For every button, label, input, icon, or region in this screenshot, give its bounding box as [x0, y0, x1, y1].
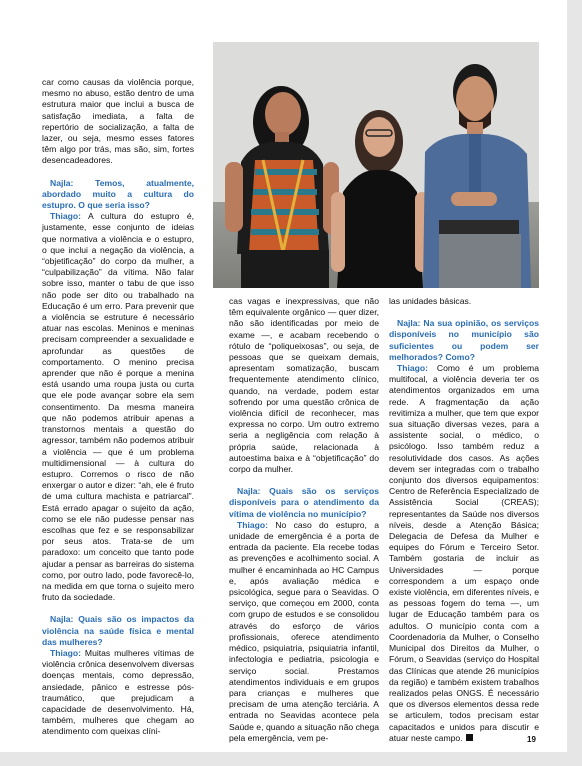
answer-text: Como é um problema multifocal, a violência deveria ter os atendimentos organizados em uma rede. A fragmentação da ação revitimiza a mulher, que tem que expor sua situação diversas vezes, para a assistente social, o médico, o psicólogo. Isso também reduz a resolutividade dos casos. As ações devem ser integradas com o trabalho conjunto dos diversos equipamentos: Centro de Referência Especializado de Assistência Social (CREAS); representantes da Saúde nos diversos níveis, desde a Atenção Básica; Delegacia de Defesa da Mulher e equipes do Fórum e Terceiro Setor. Também gostaria de incluir as Universidades — porque correspondem a um espaço onde existe violência, em diferentes níveis, e as pessoas fogem do tema —, um lugar de Educação também para os adultos. O município conta com a Coordenadoria da Mulher, o Conselho Municipal dos Direitos da Mulher, o Fórum, o Seavidas (serviço do Hospital das Clínicas que atende 26 municípios da região) e também existem trabalhos realizados pelas ONGS. É necessário que os diversos elementos dessa rede se articulem, todos precisam estar capacitados e unidos para discutir e atuar neste campo.	[389, 363, 539, 743]
question-heading: Najla: Quais são os impactos da violência na saúde física e mental das mulheres?	[42, 614, 194, 647]
paragraph-continuation: car como causas da violência porque, mesmo no abuso, estão dentro de uma estrutura maior que inclui a busca de satisfação imediata, a falta de repertório de socialização, a falta de lazer, ou seja, mesmo esses fatores têm algo por trás, mas são, sim, fortes desencadeadores.	[42, 77, 194, 166]
paragraph-continuation: las unidades básicas.	[389, 296, 472, 306]
answer-text: Muitas mulheres vítimas de violência crônica desenvolvem diversas doenças mentais, como depressão, ansiedade, pânico e estresse pós-traumático, que prejudicam a capacidade de desenvolvimento. Há, também, mulheres que chegam ao atendimento com queixas clíni-	[42, 647, 194, 737]
speaker-name: Thiago:	[397, 363, 429, 374]
answer-text: A cultura do estupro é, justamente, esse conjunto de ideias que normativa a violência e o estupro, o que inclui a negação da violência, a “objetificação” do corpo da mulher, a “culpabilização” da vítima. Não falar sobre isso, manter o tabu de que isso não pode ser dito ou trabalhado na Educação é um erro. Para prevenir que a violência se estruture é necessário atuar nas escolas. Meninos e meninas precisam compreender a sexualidade e aprofundar as questões de comportamento. O menino precisa aprender que não é porque a menina está usando uma roupa justa ou curta que ele pode avançar sobre ela sem consentimento. Da mesma maneira que não podemos atribuir apenas a transtornos mentais a questão do agressor, também não podemos atribuir a violência — que é um problema multidimensional — à cultura do estupro. Corremos o risco de não enxergar o autor e dizer: “ah, ele é fruto de uma cultura machista e patriarcal”. Está errado apagar o sujeito da ação, como se ele não pudesse pensar nas escolhas que fez e se responsabilizar por seus atos. Trata-se de um paradoxo: um conceito que tanto pode ajudar a pensar as barreiras do sistema como, por outro lado, pode favorecê-lo, na medida em que torna o sujeito mero fruto da sociedade.	[42, 211, 194, 603]
speaker-name: Thiago:	[237, 519, 269, 530]
page-edge-right	[567, 0, 582, 766]
photo-people-illustration	[213, 42, 539, 288]
question-heading: Najla: Na sua opinião, os serviços disponíveis no município são suficientes ou podem ser melhorados? Como?	[389, 318, 539, 362]
paragraph-continuation: cas vagas e inexpressivas, que não têm equivalente orgânico — quer dizer, não são identificadas por meio de exame —, e acabam recebendo o rótulo de “poliqueixosas”, ou seja, de pessoas que se queixam demais, apresentam somatização, buscam frequentemente atendimento clínico, quando, na verdade, podem estar sofrendo por uma questão crônica de violência difícil de reconhecer, mas expressa no corpo. Um outro extremo seria a negligência com relação à própria saúde, relacionada à autoestima baixa e à “objetificação” do corpo da mulher.	[229, 296, 379, 475]
answer-paragraph	[42, 211, 194, 603]
end-mark-icon	[466, 734, 473, 741]
column-1	[42, 77, 194, 738]
answer-paragraph	[229, 520, 379, 744]
column-2	[229, 296, 379, 744]
page-edge-bottom	[0, 752, 582, 766]
column-3	[389, 296, 539, 744]
page-number: 19	[527, 735, 536, 744]
answer-paragraph	[42, 648, 194, 738]
answer-paragraph	[389, 363, 539, 744]
speaker-name: Thiago:	[50, 211, 82, 222]
question-heading: Najla: Quais são os serviços disponíveis para o atendimento da vítima de violência no município?	[229, 486, 379, 519]
speaker-name: Thiago:	[50, 647, 82, 658]
interview-photo	[213, 42, 539, 288]
answer-text: No caso do estupro, a unidade de emergência é a porta de entrada da paciente. Ela recebe todas as prevenções e acolhimento social. A mulher é encaminhada ao HC Campus e, após avaliação médica e psicológica, segue para o Seavidas. O serviço, que começou em 2000, conta com grupo de estudos e se consolidou através do esforço de vários profissionais, oferece atendimento médico, psiquiatria, psiquiatria infantil, infectologia e pediatria, psicologia e serviço social. Prestamos atendimentos individuais e em grupos para crianças e mulheres que precisam de uma atenção terciária. A entrada no Seavidas acontece pela Saúde e, quando a situação não chega pela emergência, vem pe-	[229, 519, 379, 743]
question-heading: Najla: Temos, atualmente, abordado muito a cultura do estupro. O que seria isso?	[42, 177, 194, 211]
